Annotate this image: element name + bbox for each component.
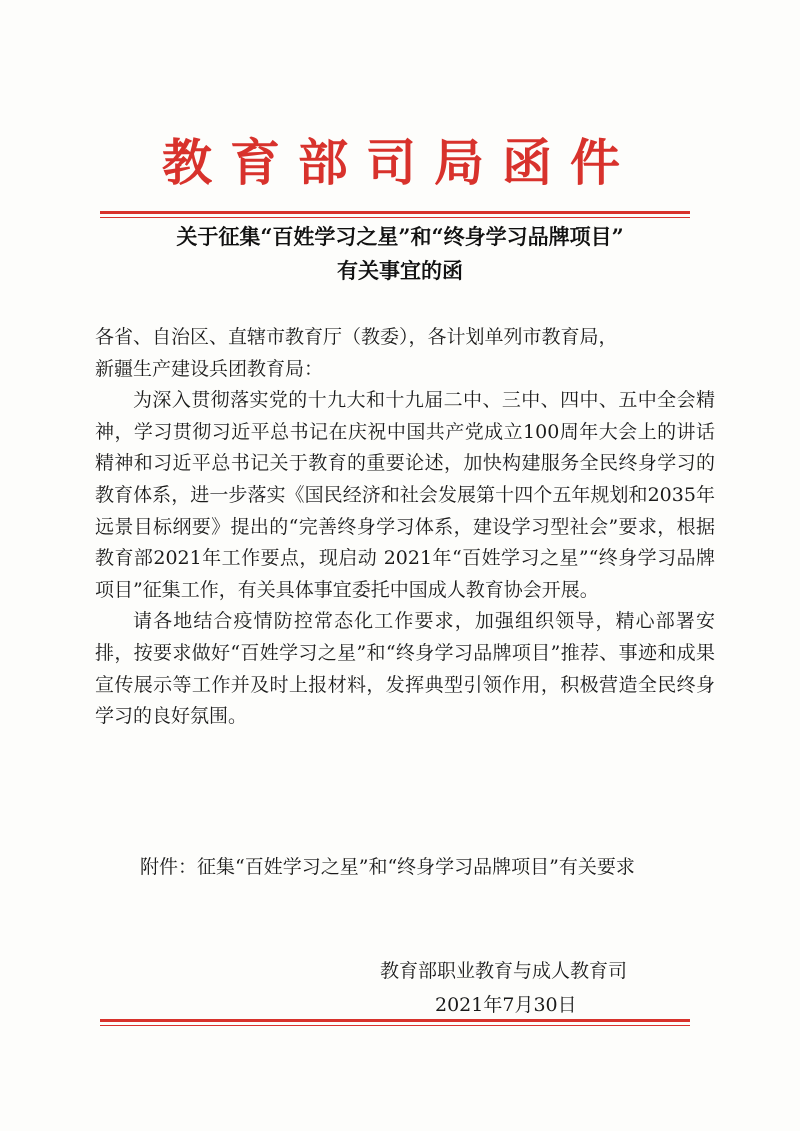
- rule-thick-line: [100, 1019, 690, 1022]
- body-paragraph-1: 为深入贯彻落实党的十九大和十九届二中、三中、四中、五中全会精神，学习贯彻习近平总书记在庆祝中国共产党成立100周年大会上的讲话精神和习近平总书记关于教育的重要论述，加快构建服务全民终身学习的教育体系，进一步落实《国民经济和社会发展第十四个五年规划和2035年远景目标纲要》提出的“完善终身学习体系，建设学习型社会”要求，根据教育部2021年工作要点，现启动 2021年“百姓学习之星”“终身学习品牌项目”征集工作，有关具体事宜委托中国成人教育协会开展。: [95, 389, 715, 601]
- signature-date: 2021年7月30日: [435, 994, 577, 1016]
- document-body: [95, 322, 715, 733]
- rule-thin-line: [100, 217, 690, 218]
- rule-thin-line: [100, 1025, 690, 1026]
- attachment-text: 征集“百姓学习之星”和“终身学习品牌项目”有关要求: [197, 856, 635, 878]
- recipients-line-2: 新疆生产建设兵团教育局：: [95, 357, 324, 380]
- attachment-block: [140, 850, 700, 884]
- recipients-line-1: 各省、自治区、直辖市教育厅（教委），各计划单列市教育局，: [95, 326, 618, 348]
- letterhead-top-rule: [100, 211, 690, 218]
- subject-line-1: 关于征集“百姓学习之星”和“终身学习品牌项目”: [176, 224, 624, 249]
- subject-line-2: 有关事宜的函: [337, 258, 463, 283]
- signature-organization: 教育部职业教育与成人教育司: [380, 960, 628, 982]
- body-paragraph-2: 请各地结合疫情防控常态化工作要求，加强组织领导，精心部署安排，按要求做好“百姓学习之星”和“终身学习品牌项目”推荐、事迹和成果宣传展示等工作并及时上报材料，发挥典型引领作用，积极营造全民终身学习的良好氛围。: [95, 610, 715, 728]
- letterhead-title: 教育部司局函件: [162, 133, 638, 192]
- footer-rule: [100, 1019, 690, 1026]
- attachment-label: 附件：: [140, 856, 198, 878]
- rule-thick-line: [100, 211, 690, 214]
- signature-block: [330, 954, 690, 1022]
- document-subject: [0, 220, 800, 288]
